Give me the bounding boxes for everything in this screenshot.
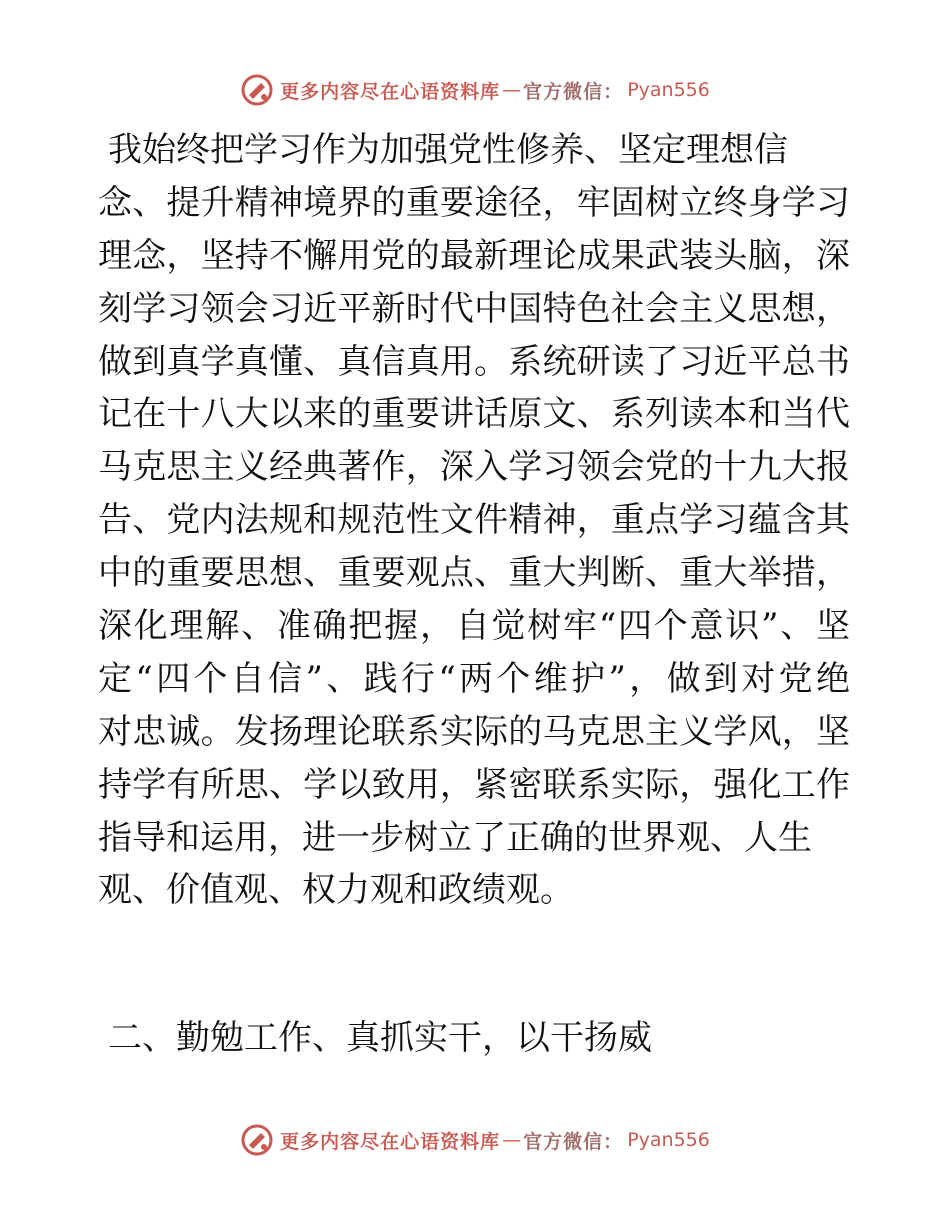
- watermark-footer: [0, 1120, 950, 1160]
- watermark-sub-text: 官方微信：: [523, 1130, 624, 1153]
- logo-icon: [240, 1123, 274, 1157]
- body-line: 理念，坚持不懈用党的最新理论成果武装头脑，深: [98, 235, 850, 276]
- watermark-main-text: 更多内容尽在心语资料库: [280, 80, 501, 103]
- watermark-header: [0, 70, 950, 110]
- body-line: 做到真学真懂、真信真用。系统研读了习近平总书: [98, 341, 850, 382]
- body-line: 观、价值观、权力观和政绩观。: [98, 870, 574, 911]
- body-line: 告、党内法规和规范性文件精神，重点学习蕴含其: [98, 500, 850, 541]
- body-line: 我始终把学习作为加强党性修养、坚定理想信: [108, 130, 788, 170]
- body-line: 深化理解、准确把握，自觉树牢“四个意识”、坚: [98, 606, 850, 647]
- watermark-dash: —: [502, 79, 522, 101]
- watermark-id: Pyan556: [627, 79, 710, 101]
- body-line: 念、提升精神境界的重要途径，牢固树立终身学习: [98, 182, 850, 223]
- logo-icon: [240, 73, 274, 107]
- body-line: 刻学习领会习近平新时代中国特色社会主义思想，: [98, 288, 850, 329]
- body-line: 中的重要思想、重要观点、重大判断、重大举措，: [98, 553, 850, 594]
- body-line: 记在十八大以来的重要讲话原文、系列读本和当代: [98, 394, 850, 435]
- watermark-dash: —: [502, 1129, 522, 1151]
- body-line: 马克思主义经典著作，深入学习领会党的十九大报: [98, 447, 850, 488]
- body-line: 指导和运用，进一步树立了正确的世界观、人生: [98, 817, 812, 858]
- body-paragraph: [98, 124, 850, 917]
- watermark-sub-text: 官方微信：: [523, 80, 624, 103]
- body-line: 定“四个自信”、践行“两个维护”，做到对党绝: [98, 658, 850, 699]
- watermark-id: Pyan556: [627, 1129, 710, 1151]
- body-line: 对忠诚。发扬理论联系实际的马克思主义学风，坚: [98, 711, 850, 752]
- section-heading: 二、勤勉工作、真抓实干，以干扬威: [108, 1018, 652, 1058]
- watermark-main-text: 更多内容尽在心语资料库: [280, 1130, 501, 1153]
- body-line: 持学有所思、学以致用，紧密联系实际，强化工作: [98, 764, 850, 805]
